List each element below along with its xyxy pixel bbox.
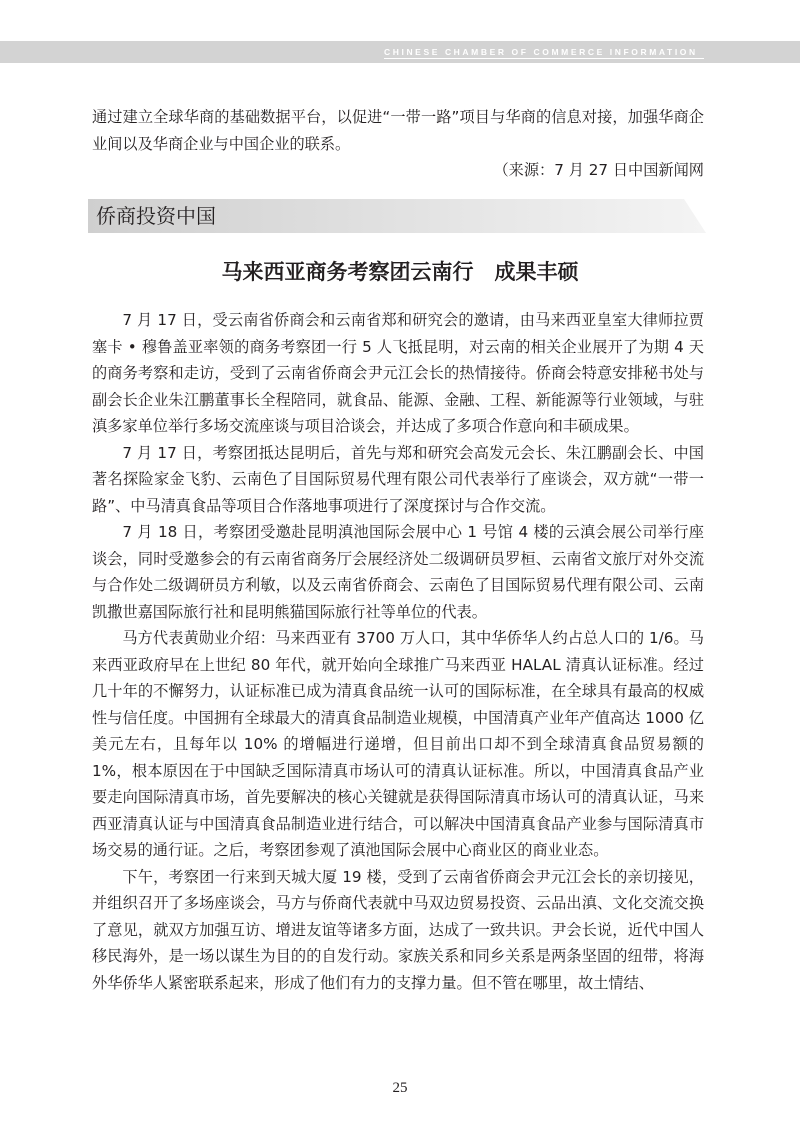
intro-paragraph: 通过建立全球华商的基础数据平台，以促进“一带一路”项目与华商的信息对接，加强华商企业间以及华商企业与中国企业的联系。 [92,108,704,153]
section-title: 侨商投资中国 [96,204,216,228]
page-number: 25 [392,1080,408,1096]
article-paragraph: 马方代表黄勋业介绍：马来西亚有 3700 万人口，其中华侨华人约占总人口的 1/6。马来西亚政府早在上世纪 80 年代，就开始向全球推广马来西亚 HALAL 清真认证标准。经过几十年的不懈努力，认证标准已成为清真食品统一认可的国际标准，在全球具有最高的权威性与信任度。中国拥有全球最大的清真食品制造业规模，中国清真产业年产值高达 1000 亿美元左右，且每年以 10% 的增幅进行递增，但目前出口却不到全球清真食品贸易额的 1%，根本原因在于中国缺乏国际清真市场认可的清真认证标准。所以，中国清真食品产业要走向国际清真市场，首先要解决的核心关键就是获得国际清真市场认可的清真认证，马来西亚清真认证与中国清真食品制造业进行结合，可以解决中国清真食品产业参与国际清真市场交易的通行证。之后，考察团参观了滇池国际会展中心商业区的商业业态。 [92,629,704,859]
article-title: 马来西亚商务考察团云南行 成果丰硕 [221,260,579,284]
source-note: （来源：7 月 27 日中国新闻网 [493,161,704,179]
article-paragraph: 7 月 17 日，受云南省侨商会和云南省郑和研究会的邀请，由马来西亚皇室大律师拉贾塞卡 • 穆鲁盖亚率领的商务考察团一行 5 人飞抵昆明，对云南的相关企业展开了为期 4 天的商务考察和走访，受到了云南省侨商会尹元江会长的热情接待。侨商会特意安排秘书处与副会长企业朱江鹏董事长全程陪同，就食品、能源、金融、工程、新能源等行业领域，与驻滇多家单位举行多场交流座谈与项目洽谈会，并达成了多项合作意向和丰硕成果。 [92,311,704,435]
article-body [92,307,704,996]
article-paragraph: 7 月 18 日，考察团受邀赴昆明滇池国际会展中心 1 号馆 4 楼的云滇会展公司举行座谈会，同时受邀参会的有云南省商务厅会展经济处二级调研员罗桓、云南省文旅厅对外交流与合作处二级调研员方利敏，以及云南省侨商会、云南色了目国际贸易代理有限公司、云南凯撒世嘉国际旅行社和昆明熊猫国际旅行社等单位的代表。 [92,523,704,621]
running-title: CHINESE CHAMBER OF COMMERCE INFORMATION [384,47,698,57]
section-banner [88,199,706,233]
header-rule [384,58,704,59]
article-paragraph: 下午，考察团一行来到天城大厦 19 楼，受到了云南省侨商会尹元江会长的亲切接见，并组织召开了多场座谈会，马方与侨商代表就中马双边贸易投资、云品出滇、文化交流交换了意见，就双方加强互访、增进友谊等诸多方面，达成了一致共识。尹会长说，近代中国人移民海外，是一场以谋生为目的的自发行动。家族关系和同乡关系是两条坚固的纽带，将海外华侨华人紧密联系起来，形成了他们有力的支撑力量。但不管在哪里，故土情结、 [92,867,704,992]
intro-block [92,104,704,184]
article-paragraph: 7 月 17 日，考察团抵达昆明后，首先与郑和研究会高发元会长、朱江鹏副会长、中国著名探险家金飞豹、云南色了目国际贸易代理有限公司代表举行了座谈会，双方就“一带一路”、中马清真食品等项目合作落地事项进行了深度探讨与合作交流。 [92,443,704,515]
